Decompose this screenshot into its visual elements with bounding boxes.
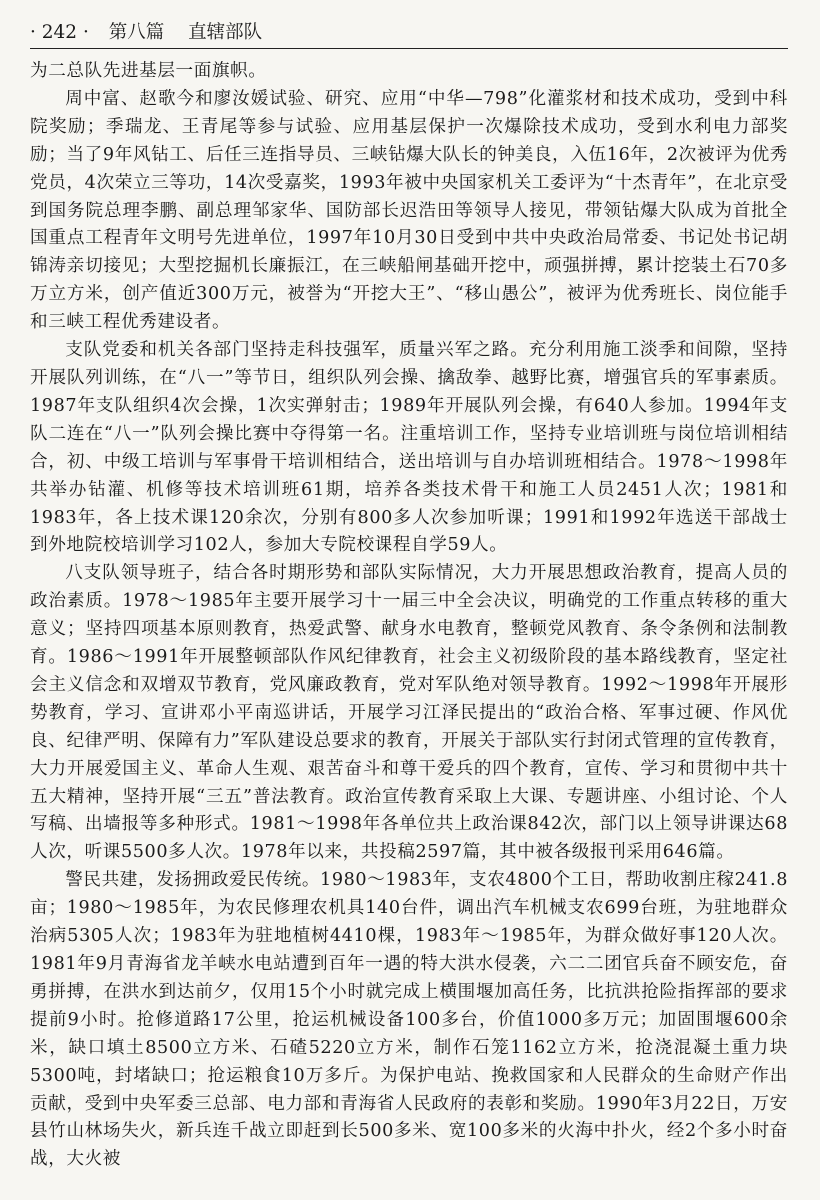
paragraph-political-education: 八支队领导班子，结合各时期形势和部队实际情况，大力开展思想政治教育，提高人员的政治素质。1978～1985年主要开展学习十一届三中全会决议，明确党的工作重点转移的重大意义；坚持四项基本原则教育，热爱武警、献身水电教育，整顿党风教育、条令条例和法制教育。1986～1991年开展整顿部队作风纪律教育，社会主义初级阶段的基本路线教育，坚定社会主义信念和双增双节教育，党风廉政教育，党对军队绝对领导教育。1992～1998年开展形势教育，学习、宣讲邓小平南巡讲话，开展学习江泽民提出的“政治合格、军事过硬、作风优良、纪律严明、保障有力”军队建设总要求的教育，开展关于部队实行封闭式管理的宣传教育，大力开展爱国主义、革命人生观、艰苦奋斗和尊干爱兵的四个教育，宣传、学习和贯彻中共十五大精神，坚持开展“三五”普法教育。政治宣传教育采取上大课、专题讲座、小组讨论、个人写稿、出墙报等多种形式。1981～1998年各单位共上政治课842次，部门以上领导讲课达68人次，听课5500多人次。1978年以来，共投稿2597篇，其中被各级报刊采用646篇。: [30, 563, 788, 863]
section-label: 第八篇: [108, 22, 165, 43]
paragraph-civil-military: 警民共建，发扬拥政爱民传统。1980～1983年，支农4800个工日，帮助收割庄稼241.8亩；1980～1985年，为农民修理农机具140台件，调出汽车机械支农699台班，为驻地群众治病5305人次；1983年为驻地植树4410棵，1983年～1985年，为群众做好事120人次。1981年9月青海省龙羊峡水电站遭到百年一遇的特大洪水侵袭，六二二团官兵奋不顾安危，奋勇拼搏，在洪水到达前夕，仅用15个小时就完成上横围堰加高任务，比抗洪抢险指挥部的要求提前9小时。抢修道路17公里，抢运机械设备100多台，价值1000多万元；加固围堰600余米，缺口填土8500立方米、石碴5220立方米，制作石笼1162立方米，抢浇混凝土重力块5300吨，封堵缺口；抢运粮食10万多斤。为保护电站、挽救国家和人民群众的生命财产作出贡献，受到中央军委三总部、电力部和青海省人民政府的表彰和奖励。1990年3月22日，万安县竹山林场失火，新兵连千战立即赶到长500多米、宽100多米的火海中扑火，经2个多小时奋战，大火被: [30, 870, 788, 1170]
body-text: [30, 58, 788, 1174]
page-number: · 242 ·: [30, 22, 89, 43]
section-title: 直辖部队: [188, 22, 263, 43]
paragraph-awards: 周中富、赵歌今和廖汝媛试验、研究、应用“中华—798”化灌浆材和技术成功，受到中科院奖励；季瑞龙、王青尾等参与试验、应用基层保护一次爆除技术成功，受到水利电力部奖励；当了9年风钻工、后任三连指导员、三峡钻爆大队长的钟美良，入伍16年，2次被评为优秀党员，4次荣立三等功，14次受嘉奖，1993年被中央国家机关工委评为“十杰青年”，在北京受到国务院总理李鹏、副总理邹家华、国防部长迟浩田等领导人接见，带领钻爆大队成为首批全国重点工程青年文明号先进单位，1997年10月30日受到中共中央政治局常委、书记处书记胡锦涛亲切接见；大型挖掘机长廉振江，在三峡船闸基础开挖中，顽强拼搏，累计挖装土石70多万立方米，创产值近300万元，被誉为“开挖大王”、“移山愚公”，被评为优秀班长、岗位能手和三峡工程优秀建设者。: [30, 88, 788, 333]
paragraph-training: 支队党委和机关各部门坚持走科技强军，质量兴军之路。充分利用施工淡季和间隙，坚持开展队列训练，在“八一”等节日，组织队列会操、擒敌拳、越野比赛，增强官兵的军事素质。1987年支队组织4次会操，1次实弹射击；1989年开展队列会操，有640人参加。1994年支队二连在“八一”队列会操比赛中夺得第一名。注重培训工作，坚持专业培训班与岗位培训相结合，初、中级工培训与军事骨干培训相结合，送出培训与自办培训班相结合。1978～1998年共举办钻灌、机修等技术培训班61期，培养各类技术骨干和施工人员2451人次；1981和1983年，各上技术课120余次，分别有800多人次参加听课；1991和1992年选送干部战士到外地院校培训学习102人，参加大专院校课程自学59人。: [30, 340, 788, 556]
paragraph-continuation: 为二总队先进基层一面旗帜。: [30, 61, 267, 81]
running-header: [30, 18, 788, 49]
